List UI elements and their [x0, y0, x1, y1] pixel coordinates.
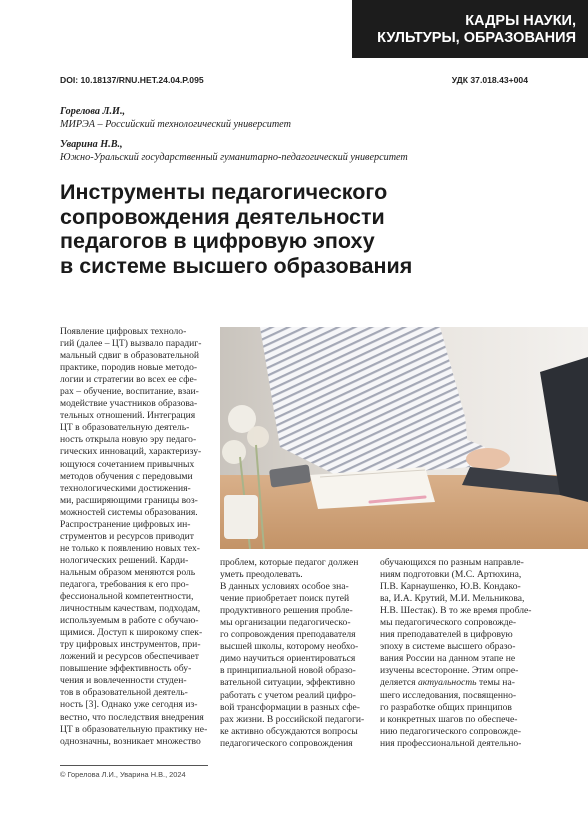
title-line: Инструменты педагогического — [60, 180, 388, 204]
text-line-emphasis: деляется актуальность темы на- — [380, 677, 515, 689]
text-line: фессиональной компетентности, — [60, 591, 194, 603]
text-line: ми, расширяющими границы воз- — [60, 494, 198, 506]
copyright-notice: © Горелова Л.И., Уварина Н.В., 2024 — [60, 770, 186, 779]
text-line: ке активно обсуждаются вопросы — [220, 725, 358, 737]
text-line: нологических решений. Карди- — [60, 554, 189, 566]
text-line: ющуюся сочетанием привычных — [60, 458, 195, 470]
text-line: мальный сдвиг в образовательной — [60, 350, 200, 362]
text-line: чение приобретает поиск путей — [220, 593, 350, 605]
text-line: педагога, требования к его про- — [60, 578, 189, 590]
text-line: уметь преодолевать. — [220, 569, 303, 581]
journal-section-banner — [352, 0, 588, 58]
text-line: технологическими достижения- — [60, 482, 191, 494]
text-line: Н.В. Шестак). В то же время пробле- — [380, 605, 532, 617]
text-line: модействие участников образова- — [60, 398, 198, 410]
text-line: гических инноваций, характеризу- — [60, 446, 202, 458]
text-line: не только к появлению новых тех- — [60, 542, 200, 554]
text-line: чения и вовлеченности студен- — [60, 675, 187, 687]
text-line: ность [3]. Однако уже сегодня из- — [60, 699, 198, 711]
text-line: нию педагогического сопровожде- — [380, 725, 522, 737]
text-line: однозначны, возникает множество — [60, 735, 201, 747]
text-line: ЦТ в образовательную практику не- — [60, 723, 208, 735]
text-line: обучающихся по разным направле- — [380, 557, 524, 568]
text-line: повышение эффективность обу- — [60, 663, 192, 675]
text-line: рах жизни. В российской педагоги- — [220, 713, 365, 725]
author-block-2 — [60, 138, 408, 164]
text-line: ЦТ в образовательную деятель- — [60, 422, 190, 434]
text-line: мы организации педагогическо- — [220, 617, 351, 629]
text-line: работать с учетом реалий цифро- — [220, 689, 356, 701]
text-line: щимися. Доступ к широкому спек- — [60, 627, 203, 639]
text-line: педагогического сопровождения — [220, 737, 353, 749]
text-line: ния профессиональной деятельно- — [380, 737, 522, 749]
text-line: тру цифровых инструментов, при- — [60, 639, 201, 651]
text-line: Появление цифровых техноло- — [60, 326, 187, 337]
text-line: вой трансформации в разных сфе- — [220, 701, 360, 713]
text-line: нальным образом меняются роль — [60, 566, 196, 578]
author-name: Уварина Н.В., — [60, 139, 123, 150]
section-line-1: КАДРЫ НАУКИ, — [465, 13, 576, 29]
text-line: используемым в работе с обучаю- — [60, 615, 199, 627]
author-affiliation: МИРЭА – Российский технологический университет — [60, 119, 291, 130]
text-line: П.В. Карнаушенко, Ю.В. Кондако- — [380, 581, 521, 593]
text-line: Распространение цифровых ин- — [60, 518, 191, 530]
text-line: вательной ситуации, эффективно — [220, 677, 356, 689]
text-line: эпоху в системе высшего образо- — [380, 641, 516, 653]
text-line: продуктивного решения пробле- — [220, 605, 353, 617]
text-line: можностей системы образования. — [60, 506, 198, 518]
text-line: личностным качествам, подходам, — [60, 603, 201, 615]
section-line-2: КУЛЬТУРЫ, ОБРАЗОВАНИЯ — [377, 30, 576, 46]
author-block-1 — [60, 105, 291, 131]
text-line: струментов и ресурсов приводит — [60, 530, 194, 542]
text-line: ложений и ресурсов обеспечивает — [60, 651, 199, 663]
text-line: и конкретных шагов по обеспече- — [380, 713, 518, 725]
text-line: ность открыла новую эру педаго- — [60, 434, 197, 446]
title-line: педагогов в цифровую эпоху — [60, 229, 375, 253]
title-line: сопровождения деятельности — [60, 204, 385, 229]
text-line: практике, породив новые методо- — [60, 362, 198, 374]
body-column-3 — [380, 557, 530, 750]
article-photo — [220, 327, 588, 549]
text-line: тельных отношений. Интеграция — [60, 410, 196, 422]
udk-code: УДК 37.018.43+004 — [451, 75, 528, 85]
text-line: го сопровождения преподавателя — [220, 629, 356, 641]
text-line: проблем, которые педагог должен — [220, 557, 359, 568]
body-column-2 — [220, 557, 370, 750]
text-line: мы педагогического сопровожде- — [380, 617, 517, 629]
text-line: го разработке общих принципов — [380, 701, 512, 713]
title-line: в системе высшего образования — [60, 253, 413, 278]
text-line: ниям подготовки (М.С. Артюхина, — [380, 569, 522, 581]
text-line: вания России на данном этапе не — [380, 653, 516, 665]
doi-link[interactable]: DOI: 10.18137/RNU.HET.24.04.P.095 — [60, 75, 204, 85]
text-line: изучены всесторонне. Этим опре- — [380, 665, 519, 677]
text-line: вестно, что последствия внедрения — [60, 711, 204, 723]
text-line: ния преподавателей в цифровую — [380, 629, 513, 641]
text-line: рах – обучение, воспитание, взаи- — [60, 386, 199, 398]
footnote-divider — [60, 765, 208, 766]
text-line: высшей школы, которому необхо- — [220, 641, 359, 653]
text-line: в принципиальной новой образо- — [220, 665, 356, 677]
text-line: ва, И.А. Крутий, М.И. Мельникова, — [380, 593, 525, 605]
text-line: гий (далее – ЦТ) вызвало парадиг- — [60, 338, 202, 350]
body-column-1 — [60, 326, 210, 748]
author-affiliation: Южно-Уральский государственный гуманитарно-педагогический университет — [60, 152, 408, 163]
article-title — [60, 180, 540, 278]
text-line: логии и стратегии во всех ее сфе- — [60, 374, 197, 386]
text-line: тов в образовательной деятель- — [60, 687, 188, 699]
text-line: В данных условиях особое зна- — [220, 581, 349, 593]
text-line: димо научиться ориентироваться — [220, 653, 356, 665]
text-line: шего исследования, посвященно- — [380, 689, 517, 701]
emphasis-word: актуальность — [417, 677, 477, 689]
author-name: Горелова Л.И., — [60, 106, 126, 117]
text-line: методов обучения с передовыми — [60, 470, 193, 482]
